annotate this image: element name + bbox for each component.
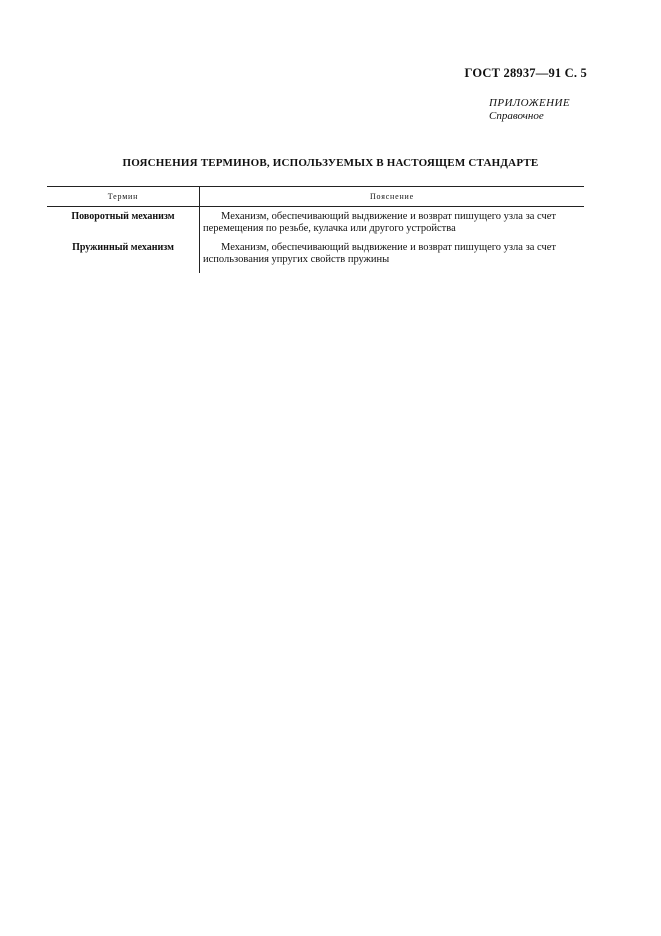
explanation-text: Механизм, обеспечивающий выдвижение и возврат пишущего узла за счет использования упругих свойств пружины <box>203 242 556 265</box>
column-header-explanation: Пояснение <box>200 187 585 207</box>
appendix-subtitle: Справочное <box>489 110 544 122</box>
table-header-row <box>47 187 584 207</box>
explanation-cell <box>200 207 585 236</box>
explanation-text: Механизм, обеспечивающий выдвижение и возврат пишущего узла за счет перемещения по резьбе, кулачка или другого устройства <box>203 211 556 234</box>
table-row <box>47 207 584 236</box>
explanation-cell <box>200 235 585 273</box>
table-row <box>47 235 584 273</box>
appendix-title: ПРИЛОЖЕНИЕ <box>489 97 570 109</box>
document-title: ПОЯСНЕНИЯ ТЕРМИНОВ, ИСПОЛЬЗУЕМЫХ В НАСТОЯЩЕМ СТАНДАРТЕ <box>122 157 539 169</box>
term-cell: Пружинный механизм <box>47 235 200 273</box>
page-header: ГОСТ 28937—91 С. 5 <box>464 66 587 80</box>
column-header-term: Термин <box>47 187 200 207</box>
terms-table <box>47 186 584 273</box>
term-cell: Поворотный механизм <box>47 207 200 236</box>
appendix-label <box>489 97 570 123</box>
